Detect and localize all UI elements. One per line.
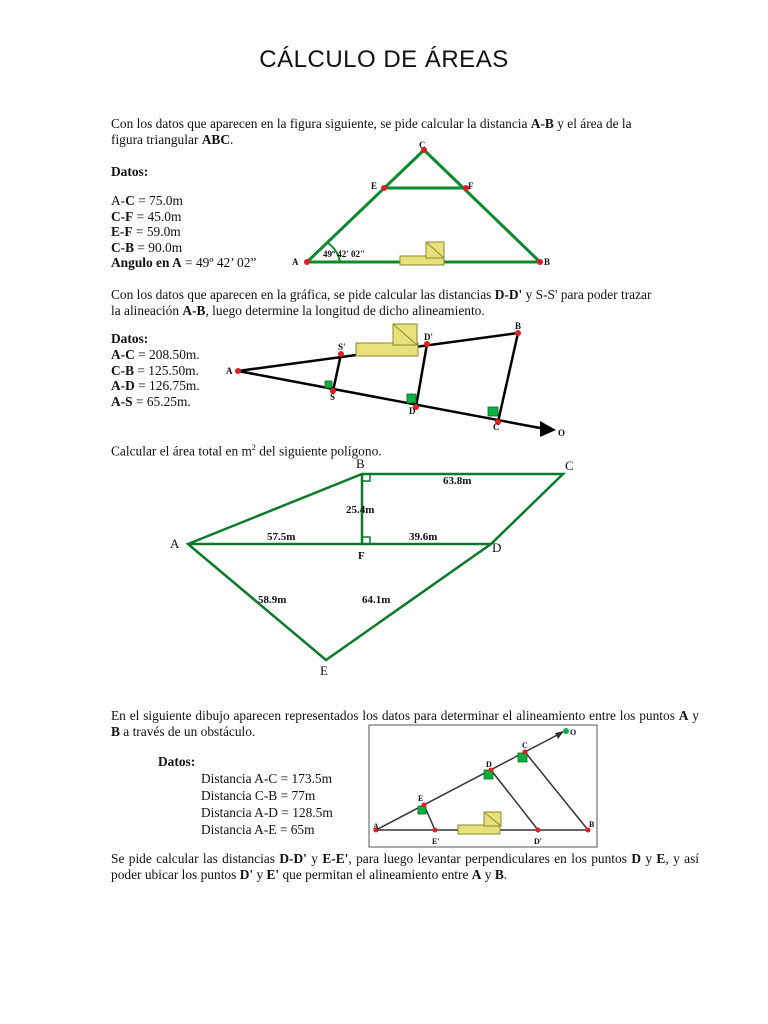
datos-item: C-B = 90.0m — [111, 239, 183, 255]
label-o: O — [558, 428, 566, 438]
label-b: B — [544, 257, 551, 267]
label-e: E — [320, 663, 328, 678]
label-d1: D' — [424, 332, 433, 342]
label-s1: S' — [338, 342, 346, 352]
section4-datos-title: Datos: — [158, 754, 196, 769]
section2-datos-title: Datos: — [111, 331, 149, 346]
section2-intro: Con los datos que aparecen en la gráfica, se pide calcular las distancias D-D' y S-S' para poder trazar la alineación A-B, luego determine la longitud de dicho alineamiento. — [111, 287, 652, 318]
label-s: S — [330, 392, 336, 402]
datos-item: C-F = 45.0m — [111, 208, 182, 224]
length-ae: 58.9m — [258, 594, 287, 606]
datos-item: Angulo en A = 49º 42’ 02” — [111, 255, 257, 270]
label-a: A — [292, 257, 299, 267]
datos-item: A-D = 126.75m. — [111, 378, 200, 393]
label-d: D — [486, 760, 492, 769]
datos-item: Distancia A-D = 128.5m — [201, 805, 333, 820]
point-e1 — [433, 828, 438, 833]
section1-datos-title: Datos: — [111, 164, 149, 179]
datos-item: C-B = 125.50m. — [111, 362, 199, 378]
label-d: D — [409, 406, 416, 416]
label-b: B — [589, 820, 595, 829]
label-c: C — [493, 422, 500, 432]
section4-outro: Se pide calcular las distancias D-D' y E-E', para luego levantar perpendiculares en los puntos D y E, y así poder ubicar los puntos D' y E' que permitan el alineamiento entre A y B. — [111, 851, 700, 882]
point-d1 — [536, 828, 541, 833]
label-c: C — [522, 741, 528, 750]
section3-intro: Calcular el área total en $m^2$ del siguiente polígono. — [111, 443, 382, 459]
datos-item: Distancia A-C = 173.5m — [201, 771, 333, 786]
label-a: A — [373, 822, 379, 831]
datos-item: Distancia A-E = 65m — [201, 822, 315, 837]
label-b: B — [356, 456, 365, 471]
label-b: B — [515, 321, 522, 331]
length-bf: 25.4m — [346, 504, 375, 516]
label-a: A — [226, 366, 233, 376]
label-f: F — [468, 181, 474, 191]
section1-intro: Con los datos que aparecen en la figura siguiente, se pide calcular la distancia A-B y el área de la figura triangular ABC. — [111, 116, 632, 147]
label-d1: D' — [534, 837, 542, 846]
point-o — [563, 728, 569, 734]
page-title: CÁLCULO DE ÁREAS — [259, 46, 509, 73]
length-de: 64.1m — [362, 594, 391, 606]
label-d: D — [492, 540, 502, 555]
label-c: C — [565, 458, 574, 473]
datos-item: A-C = 75.0m — [111, 193, 183, 208]
section4-intro: En el siguiente dibujo aparecen representados los datos para determinar el alineamiento entre los puntos A y B a través de un obstáculo. — [111, 708, 699, 739]
datos-item: Distancia C-B = 77m — [201, 788, 316, 803]
datos-item: E-F = 59.0m — [111, 224, 181, 239]
label-f: F — [358, 550, 365, 562]
length-af: 57.5m — [267, 531, 296, 543]
angle-label: 49º 42' 02" — [323, 249, 365, 259]
label-c: C — [419, 140, 426, 150]
datos-item: A-S = 65.25m. — [111, 393, 191, 409]
label-e1: E' — [432, 837, 440, 846]
label-e: E — [371, 181, 378, 191]
point-c — [523, 750, 528, 755]
length-bc: 63.8m — [443, 475, 472, 487]
datos-item: A-C = 208.50m. — [111, 347, 200, 362]
point-e — [422, 803, 427, 808]
label-a: A — [170, 536, 180, 551]
length-fd: 39.6m — [409, 531, 438, 543]
label-o: O — [570, 728, 577, 737]
label-e: E — [418, 794, 424, 803]
